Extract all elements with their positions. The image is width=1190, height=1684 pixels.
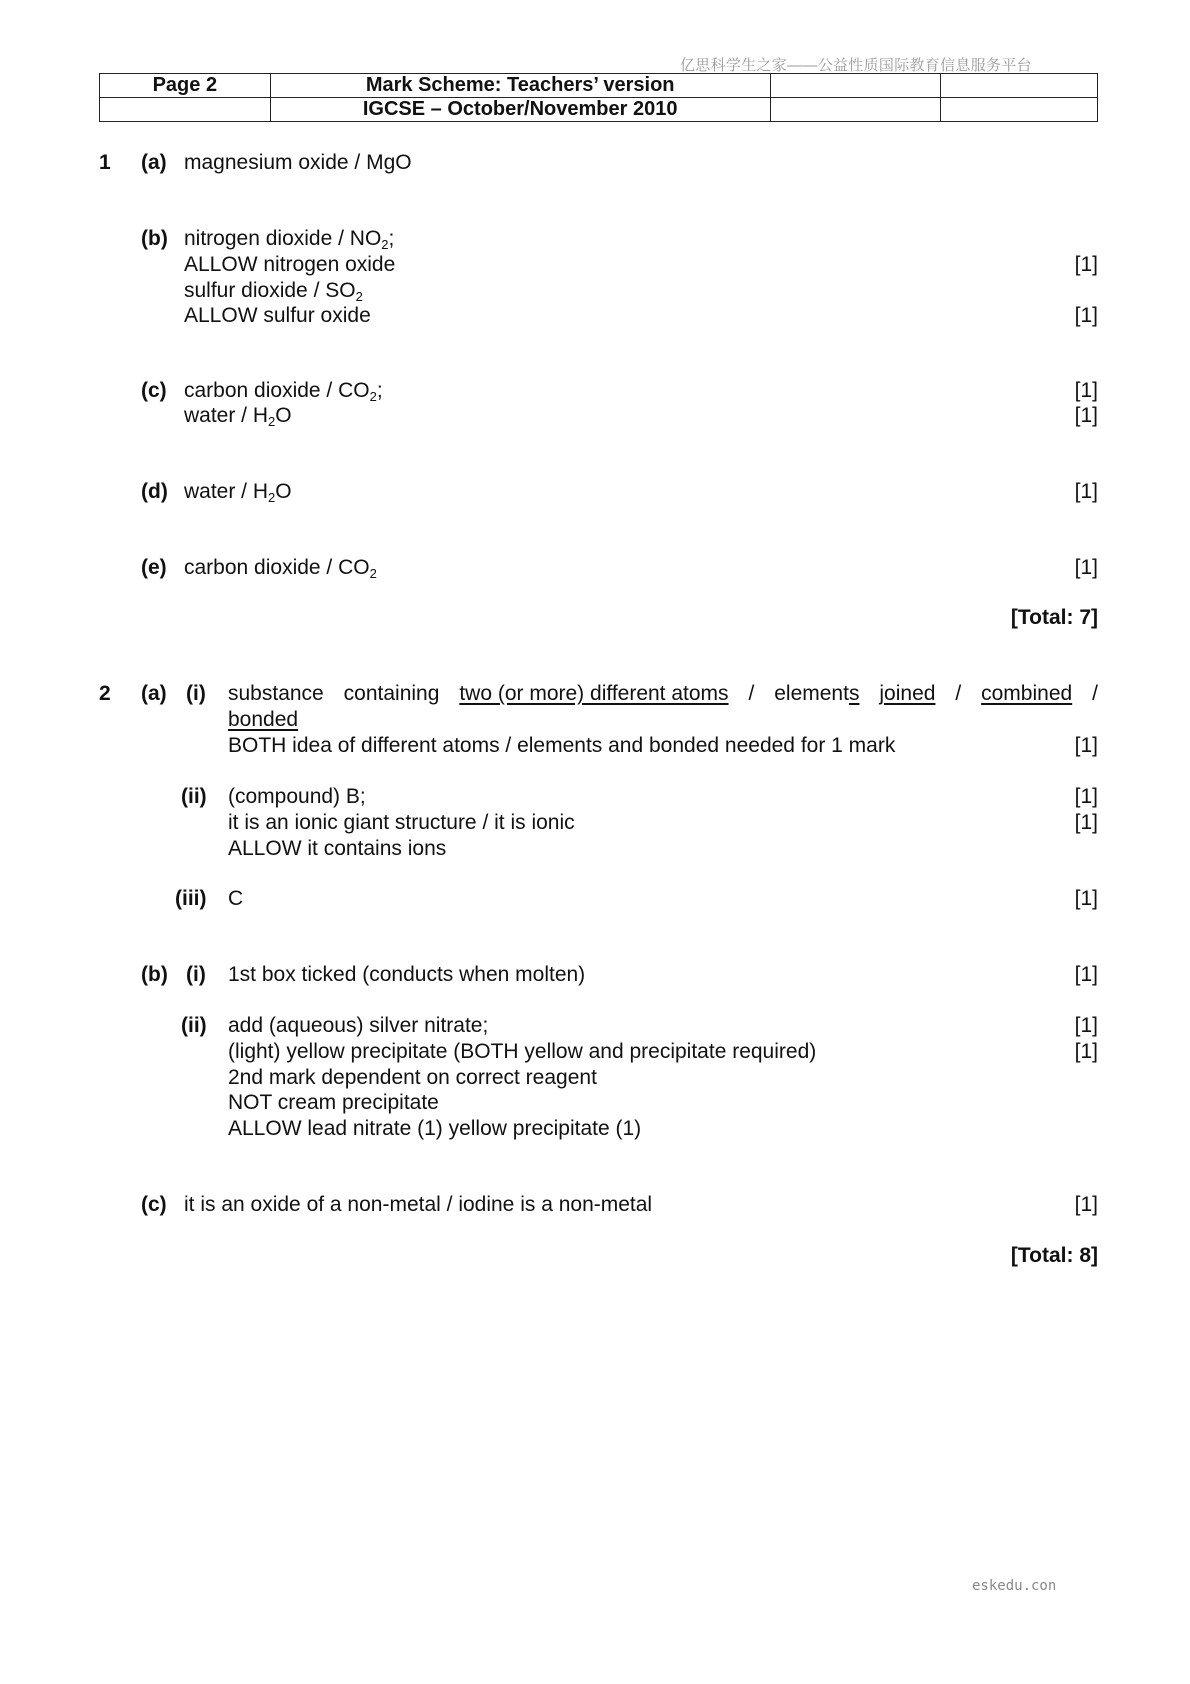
q1b-label: (b)	[141, 227, 168, 250]
q2ai-label: (i)	[186, 682, 206, 705]
q2bii-line2: (light) yellow precipitate (BOTH yellow and precipitate required)	[228, 1040, 817, 1063]
q1-total: [Total: 7]	[1010, 606, 1098, 629]
q2c-mark: [1]	[1074, 1193, 1098, 1216]
q1c-line1: carbon dioxide / $CO_2$;	[184, 379, 383, 404]
q1d-label: (d)	[141, 480, 168, 503]
q2bii-line3: 2nd mark dependent on correct reagent	[228, 1066, 597, 1089]
q2bii-line4: NOT cream precipitate	[228, 1091, 439, 1114]
q1a-label: (a)	[141, 151, 167, 174]
q2a-label: (a)	[141, 682, 167, 705]
q1e-answer: carbon dioxide / $CO_2$	[184, 556, 377, 581]
q1c-line2: water / $H_2O$	[184, 404, 292, 429]
q1b-line4: ALLOW sulfur oxide	[184, 304, 371, 327]
q1e-label: (e)	[141, 556, 167, 579]
q2aii-label: (ii)	[181, 785, 207, 808]
q2bi-label: (i)	[186, 963, 206, 986]
page-number: Page 2	[100, 74, 271, 98]
header-empty-cell	[941, 74, 1098, 98]
q2bii-mark-2: [1]	[1074, 1040, 1098, 1063]
q1b-line1: nitrogen dioxide / $NO_2$;	[184, 227, 395, 252]
q2aiii-label: (iii)	[175, 887, 207, 910]
q2ai-line3: BOTH idea of different atoms / elements and bonded needed for 1 mark	[228, 734, 896, 757]
q1c-mark-1: [1]	[1074, 379, 1098, 402]
q2ai-line1: substance containing two (or more) different atoms / elements joined / combined /	[228, 682, 1098, 705]
q2bi-mark: [1]	[1074, 963, 1098, 986]
q2aii-line1: (compound) B;	[228, 785, 366, 808]
header-empty-cell	[770, 98, 941, 122]
q1d-mark: [1]	[1074, 480, 1098, 503]
watermark: 亿思科学生之家——公益性质国际教育信息服务平台	[680, 57, 1032, 74]
q2bi-answer: 1st box ticked (conducts when molten)	[228, 963, 586, 986]
q2aii-line3: ALLOW it contains ions	[228, 837, 447, 860]
q2bii-mark-1: [1]	[1074, 1014, 1098, 1037]
q1e-mark: [1]	[1074, 556, 1098, 579]
q1c-label: (c)	[141, 379, 167, 402]
question-1-number: 1	[99, 151, 111, 174]
q2aii-mark-1: [1]	[1074, 785, 1098, 808]
page-title: Mark Scheme: Teachers’ version	[270, 74, 770, 98]
q1a-answer: magnesium oxide / MgO	[184, 151, 412, 174]
q2c-label: (c)	[141, 1193, 167, 1216]
q1b-mark-1: [1]	[1074, 253, 1098, 276]
q2-total: [Total: 8]	[1010, 1244, 1098, 1267]
q2aii-line2: it is an ionic giant structure / it is ionic	[228, 811, 575, 834]
q2aiii-mark: [1]	[1074, 887, 1098, 910]
q2ai-line2: bonded	[228, 708, 299, 731]
q1b-line3: sulfur dioxide / $SO_2$	[184, 279, 363, 304]
q2bii-line1: add (aqueous) silver nitrate;	[228, 1014, 489, 1037]
q2c-answer: it is an oxide of a non-metal / iodine is a non-metal	[184, 1193, 653, 1216]
q2ai-mark: [1]	[1074, 734, 1098, 757]
header-empty-cell	[941, 98, 1098, 122]
header-empty-cell	[100, 98, 271, 122]
header-empty-cell	[770, 74, 941, 98]
header-table	[99, 73, 1098, 122]
q2aii-mark-2: [1]	[1074, 811, 1098, 834]
footer-site: eskedu.con	[972, 1578, 1057, 1594]
q2aiii-answer: C	[228, 887, 244, 910]
q2b-label: (b)	[141, 963, 168, 986]
q1d-answer: water / $H_2O$	[184, 480, 292, 505]
q2bii-line5: ALLOW lead nitrate (1) yellow precipitate (1)	[228, 1117, 642, 1140]
q2bii-label: (ii)	[181, 1014, 207, 1037]
question-2-number: 2	[99, 682, 111, 705]
q1c-mark-2: [1]	[1074, 404, 1098, 427]
q1b-line2: ALLOW nitrogen oxide	[184, 253, 396, 276]
page-subtitle: IGCSE – October/November 2010	[270, 98, 770, 122]
q1b-mark-2: [1]	[1074, 304, 1098, 327]
